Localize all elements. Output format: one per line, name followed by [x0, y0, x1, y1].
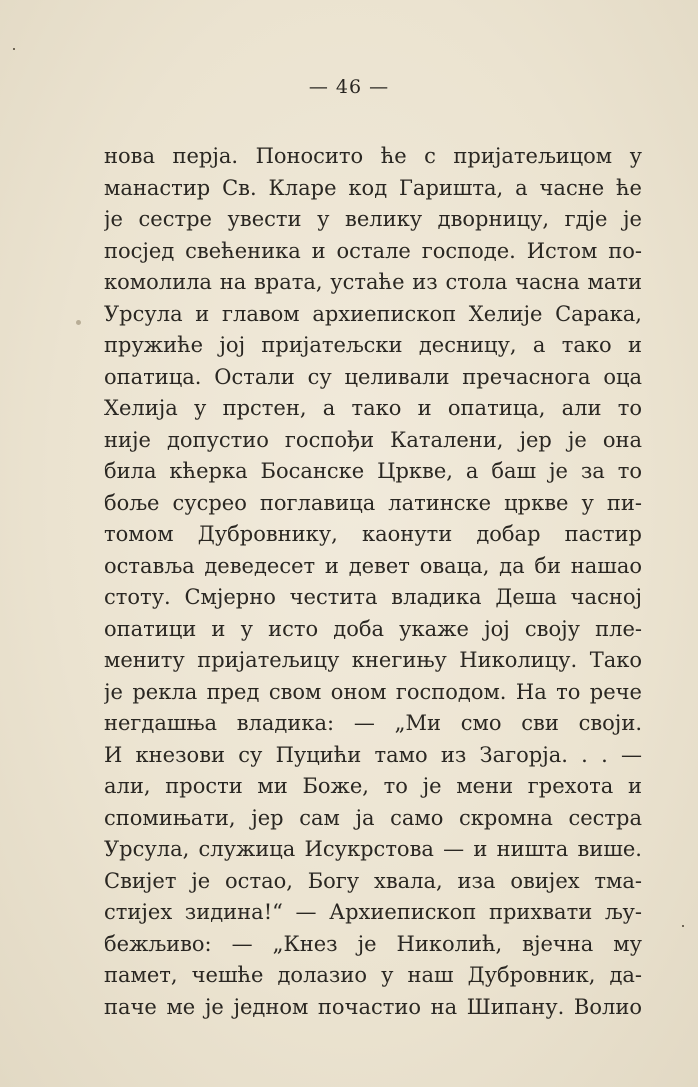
text-line: мениту пријатељицу кнегињу Николицу. Тако	[104, 648, 642, 672]
text-line: бежљиво: — „Кнез је Николић, вјечна му	[104, 931, 642, 956]
text-line: била кћерка Босанске Цркве, а баш је за то	[104, 459, 642, 483]
ink-speck	[682, 925, 684, 927]
text-line: комолила на врата, устаће из стола часна мати	[104, 270, 642, 294]
text-line: Урсула и главом архиепископ Хелије Сарака,	[104, 301, 642, 326]
text-line: стоту. Смјерно честита владика Деша часној	[104, 585, 642, 609]
text-line: И кнезови су Пуцићи тамо из Загорја. . . —	[104, 742, 642, 767]
ink-speck	[13, 48, 15, 50]
text-line: посјед свећеника и остале господе. Истом по-	[104, 238, 642, 263]
text-line: опатица. Остали су целивали пречаснога оца	[104, 364, 642, 389]
page-number: — 46 —	[308, 76, 390, 98]
paper-speck	[76, 320, 81, 325]
text-line: паче ме је једном почастио на Шипану. Волио	[104, 994, 642, 1019]
text-line: је сестре увести у велику дворницу, гдје је	[104, 207, 642, 231]
text-line: остављa деведесет и девет оваца, да би нашао	[104, 553, 642, 578]
text-line: стијех зидина!“ — Архиепископ прихвати љу-	[104, 900, 642, 924]
text-line: спомињати, јер сам ја само скромна сестра	[104, 805, 642, 830]
text-line: Хелија у прстен, а тако и опатица, али то	[104, 396, 642, 420]
text-line: је рекла пред свом оном господом. На то рече	[104, 679, 642, 704]
text-line: опатици и у исто доба укаже јој своју пле-	[104, 616, 642, 641]
text-line: Свијет је остао, Богу хвала, иза овијех тма-	[104, 868, 642, 893]
text-line: памет, чешће долазио у наш Дубровник, да-	[104, 963, 642, 987]
text-line: пружиће јој пријатељски десницу, а тако и	[104, 333, 642, 357]
text-line: манастир Св. Кларе код Гаришта, а часне ће	[104, 175, 642, 200]
text-line: али, прости ми Боже, то је мени грехота и	[104, 774, 642, 798]
text-line: нова перја. Поносито ће с пријатељицом у	[104, 144, 642, 168]
body-text	[104, 141, 642, 1023]
text-line: Урсула, служица Исукрстова — и ништа више.	[104, 837, 642, 861]
text-line: негдашња владика: — „Ми смо сви своји.	[104, 711, 642, 735]
text-line: томом Дубровнику, каонути добар пастир	[104, 522, 642, 546]
text-line: није допустио госпођи Каталени, јер је она	[104, 427, 642, 452]
text-line: боље сусрео поглавица латинске цркве у пи-	[104, 490, 642, 515]
